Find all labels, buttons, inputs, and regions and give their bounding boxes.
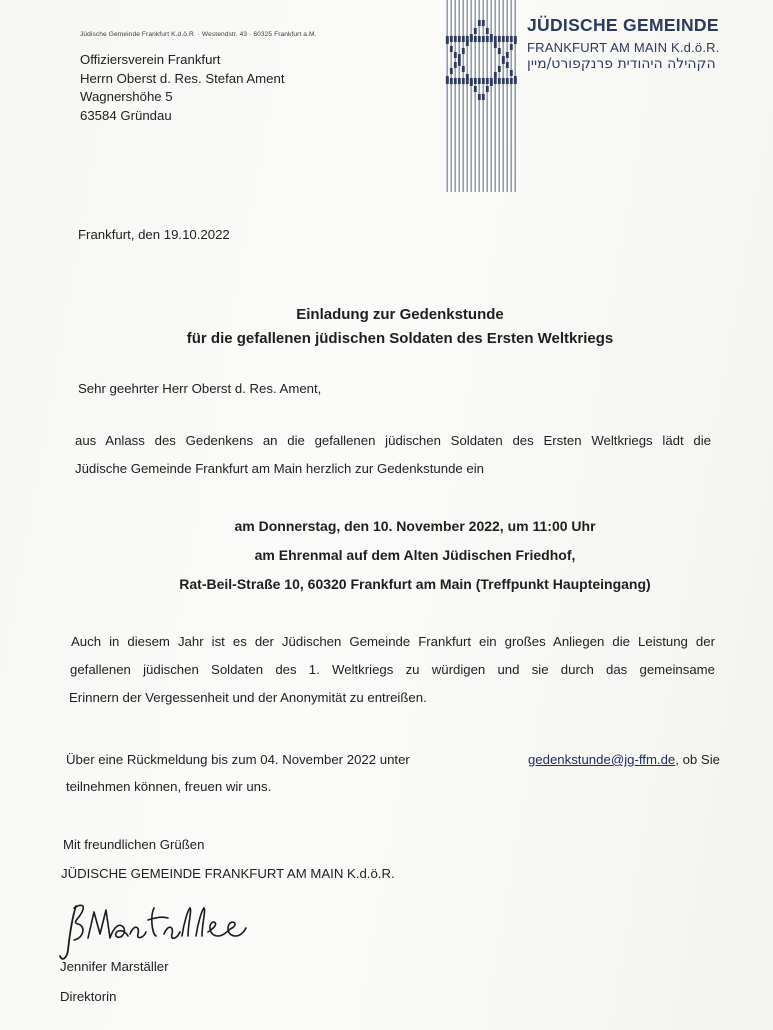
logo-star-edge <box>498 66 501 72</box>
logo-star-edge <box>458 60 461 66</box>
logo-star-edge <box>486 36 489 42</box>
logo-star-edge <box>494 36 497 42</box>
signer-role: Direktorin <box>60 989 117 1004</box>
logo-star-edge <box>466 78 469 84</box>
body-line: Erinnern der Vergessenheit und der Anonymität zu entreißen. <box>69 690 427 705</box>
logo-star-edge <box>498 78 501 84</box>
logo-star-edge <box>482 20 485 26</box>
logo-star-edge <box>446 78 449 84</box>
logo-stripe <box>507 0 508 192</box>
logo-star-edge <box>462 66 465 72</box>
logo-star-edge <box>450 78 453 84</box>
logo-star-edge <box>450 46 453 52</box>
logo-star-edge <box>446 38 449 44</box>
logo-star-edge <box>502 78 505 84</box>
logo-star-edge <box>502 36 505 42</box>
org-hebrew-name: הקהילה היהודית פרנקפורט/מיין <box>527 56 716 72</box>
logo-star-edge <box>486 86 489 92</box>
logo-stripe <box>471 0 472 192</box>
logo-star-edge <box>510 36 513 42</box>
closing-greeting: Mit freundlichen Grüßen <box>63 837 205 852</box>
logo-stripe <box>447 0 448 192</box>
logo-star-edge <box>466 40 469 46</box>
logo-star-edge <box>506 78 509 84</box>
recipient-line: Offiziersverein Frankfurt <box>80 52 221 67</box>
logo-star-edge <box>454 78 457 84</box>
logo-star-edge <box>450 68 453 74</box>
logo-stripe <box>459 0 460 192</box>
logo-star-edge <box>470 36 473 42</box>
logo-stripe <box>515 0 516 192</box>
logo-star-edge <box>478 20 481 26</box>
star-of-david-logo <box>445 0 517 192</box>
logo-star-edge <box>482 94 485 100</box>
logo-star-edge <box>454 62 457 68</box>
logo-stripe <box>495 0 496 192</box>
logo-star-edge <box>478 94 481 100</box>
logo-star-edge <box>490 36 493 42</box>
rsvp-text: Über eine Rückmeldung bis zum 04. November 2022 unter <box>66 752 410 767</box>
intro-line: Jüdische Gemeinde Frankfurt am Main herzlich zur Gedenkstunde ein <box>75 461 485 476</box>
logo-star-edge <box>458 36 461 42</box>
logo-star-edge <box>490 80 493 86</box>
logo-stripe <box>503 0 504 192</box>
logo-star-edge <box>478 78 481 84</box>
org-city: FRANKFURT AM MAIN K.d.ö.R. <box>527 40 720 55</box>
logo-star-edge <box>506 52 509 58</box>
recipient-address <box>80 51 285 125</box>
logo-star-edge <box>510 78 513 84</box>
logo-star-edge <box>494 78 497 84</box>
logo-star-edge <box>462 78 465 84</box>
logo-star-edge <box>458 54 461 60</box>
logo-star-edge <box>510 70 513 76</box>
return-address: Jüdische Gemeinde Frankfurt K.d.ö.R. · Westendstr. 43 · 60325 Frankfurt a.M. <box>80 31 317 38</box>
logo-star-edge <box>482 78 485 84</box>
logo-star-edge <box>474 28 477 34</box>
recipient-line: Wagnershöhe 5 <box>80 89 173 105</box>
event-date: am Donnerstag, den 10. November 2022, um 11:00 Uhr <box>234 518 596 534</box>
event-location: am Ehrenmal auf dem Alten Jüdischen Friedhof, <box>254 547 576 563</box>
letterhead-logo-text <box>527 15 720 72</box>
logo-star-edge <box>486 28 489 34</box>
logo-star-edge <box>510 44 513 50</box>
logo-stripe <box>499 0 500 192</box>
logo-star-edge <box>514 38 517 44</box>
logo-star-edge <box>506 36 509 42</box>
logo-stripe <box>467 0 468 192</box>
rsvp-email-link[interactable]: gedenkstunde@jg-ffm.de <box>527 752 676 767</box>
handwritten-signature <box>58 898 248 968</box>
intro-line: aus Anlass des Gedenkens an die gefallenen jüdischen Soldaten des Ersten Weltkriegs lädt die <box>75 433 711 448</box>
date-line: Frankfurt, den 19.10.2022 <box>78 227 230 242</box>
logo-star-edge <box>498 36 501 42</box>
logo-star-edge <box>474 36 477 42</box>
salutation: Sehr geehrter Herr Oberst d. Res. Ament, <box>78 381 322 396</box>
logo-star-edge <box>498 48 501 54</box>
logo-star-edge <box>450 36 453 42</box>
logo-star-edge <box>462 48 465 54</box>
logo-stripe <box>491 0 492 192</box>
org-name: JÜDISCHE GEMEINDE <box>527 15 719 35</box>
logo-stripe <box>455 0 456 192</box>
logo-star-edge <box>482 36 485 42</box>
logo-star-edge <box>506 62 509 68</box>
logo-star-edge <box>454 52 457 58</box>
logo-star-edge <box>462 36 465 42</box>
logo-star-edge <box>494 42 497 48</box>
logo-star-edge <box>502 58 505 64</box>
logo-star-edge <box>486 78 489 84</box>
logo-stripe <box>463 0 464 192</box>
body-line: gefallenen jüdischen Soldaten des 1. Weltkriegs zu würdigen und sie durch das gemeinsame <box>70 662 715 677</box>
logo-star-edge <box>474 78 477 84</box>
logo-star-edge <box>470 80 473 86</box>
logo-star-edge <box>514 78 517 84</box>
signer-name: Jennifer Marställer <box>60 959 169 974</box>
logo-star-edge <box>478 36 481 42</box>
rsvp-line <box>66 752 720 767</box>
letter-title: Einladung zur Gedenkstunde <box>296 306 504 323</box>
logo-star-edge <box>458 78 461 84</box>
logo-star-edge <box>494 72 497 78</box>
body-line: Auch in diesem Jahr ist es der Jüdischen Gemeinde Frankfurt ein großes Anliegen die Leistung der <box>71 634 715 649</box>
logo-star-edge <box>454 36 457 42</box>
recipient-line: Herrn Oberst d. Res. Stefan Ament <box>80 70 285 86</box>
letter-subtitle: für die gefallenen jüdischen Soldaten des Ersten Weltkriegs <box>186 330 614 347</box>
logo-stripe <box>451 0 452 192</box>
rsvp-line-2: teilnehmen können, freuen wir uns. <box>66 779 272 794</box>
logo-star-edge <box>474 86 477 92</box>
recipient-line: 63584 Gründau <box>80 107 172 123</box>
closing-organization: JÜDISCHE GEMEINDE FRANKFURT AM MAIN K.d.ö.R. <box>61 866 395 881</box>
rsvp-text-after: , ob Sie <box>675 752 720 767</box>
event-address: Rat-Beil-Straße 10, 60320 Frankfurt am Main (Treffpunkt Haupteingang) <box>179 576 651 592</box>
logo-stripe <box>511 0 512 192</box>
